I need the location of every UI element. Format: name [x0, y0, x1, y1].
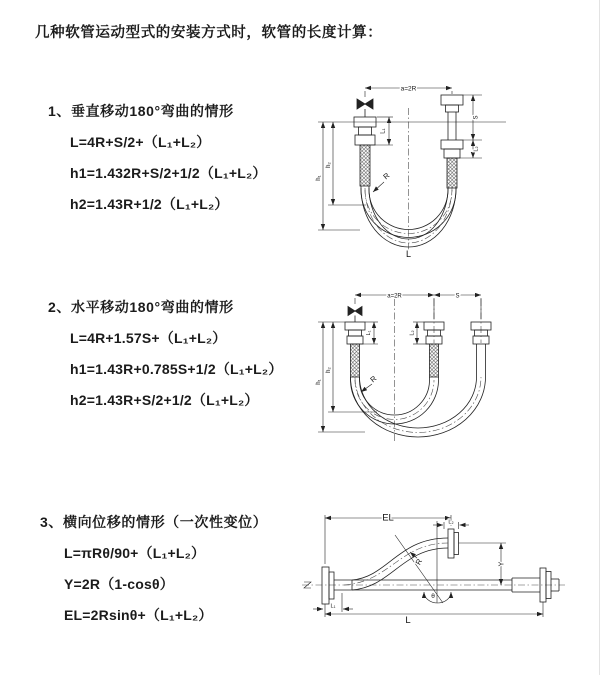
formula-h1: h1=1.432R+S/2+1/2（L₁+L₂）	[70, 165, 267, 181]
dim-label-a2r: a=2R	[387, 293, 402, 300]
formula-y: Y=2R（1-cosθ）	[64, 576, 174, 592]
section-1-heading: 1、垂直移动180°弯曲的情形	[48, 103, 234, 119]
diagram-vertical-180-bend	[310, 70, 570, 260]
angle-construction-line	[395, 535, 443, 603]
formula-length: L=πRθ/90+（L₁+L₂）	[64, 545, 206, 561]
dim-label-h2: h₂	[326, 162, 332, 168]
middle-flange-fitting	[424, 322, 444, 377]
dim-label-s: S	[473, 115, 480, 120]
dim-label-el: EL	[382, 512, 394, 524]
dim-label-s: S	[455, 293, 460, 300]
valve-icon	[348, 307, 362, 323]
dim-label-l: L	[405, 249, 412, 259]
dim-label-r: R	[368, 373, 379, 385]
formula-h2: h2=1.43R+S/2+1/2（L₁+L₂）	[70, 392, 259, 408]
dim-label-l1: L₁	[380, 128, 387, 134]
dim-label-l2: L₂	[473, 146, 480, 152]
dim-label-l2: L₂	[409, 330, 416, 336]
hose-braid-hatch	[447, 158, 457, 188]
dim-label-l1: L₁	[330, 603, 336, 610]
theta-angle-arc	[424, 592, 451, 603]
section-2-heading: 2、水平移动180°弯曲的情形	[48, 299, 234, 315]
dim-label-l1: L₁	[366, 330, 372, 336]
dim-label-h1: h₁	[316, 379, 322, 385]
dim-label-r: R	[413, 557, 425, 567]
right-flange-fitting-lower	[441, 140, 463, 188]
right-flange-fitting	[471, 322, 491, 377]
valve-icon	[357, 99, 373, 117]
dim-label-a2r: a=2R	[400, 85, 417, 93]
formula-h1: h1=1.43R+0.785S+1/2（L₁+L₂）	[70, 361, 283, 377]
dim-label-h1: h₁	[316, 175, 322, 181]
hose-braid-hatch	[430, 344, 439, 377]
dim-label-y: Y	[498, 561, 506, 567]
dim-label-h2: h₂	[326, 367, 332, 373]
left-flange-fitting	[345, 322, 365, 377]
hose-u-bend-position2	[351, 377, 486, 437]
hose-braid-hatch	[351, 344, 360, 377]
formula-h2: h2=1.43R+1/2（L₁+L₂）	[70, 196, 229, 212]
diagram-lateral-displacement	[300, 505, 570, 650]
left-flange-fitting	[354, 117, 376, 186]
section-3-heading: 3、横向位移的情形（一次性变位）	[40, 514, 268, 530]
section-vertical-movement	[48, 100, 267, 224]
section-horizontal-movement	[48, 296, 283, 420]
hose-displaced-curve	[344, 538, 448, 590]
page-title: 几种软管运动型式的安装方式时，软管的长度计算：	[35, 25, 383, 41]
diagram-horizontal-180-bend	[315, 285, 565, 460]
dim-label-theta: θ	[431, 593, 435, 600]
section-lateral-displacement	[40, 511, 267, 635]
left-flange-fitting	[322, 567, 334, 604]
top-right-flange-fitting	[448, 529, 459, 558]
dim-label-l: L	[405, 615, 411, 626]
formula-length: L=4R+S/2+（L₁+L₂）	[70, 134, 211, 150]
dim-label-r: R	[381, 170, 392, 182]
formula-length: L=4R+1.57S+（L₁+L₂）	[70, 330, 227, 346]
dim-label-l2: L₂	[448, 519, 454, 526]
formula-el: EL=2Rsinθ+（L₁+L₂）	[64, 607, 213, 623]
right-flange-fitting-upper	[441, 95, 463, 112]
hose-braid-hatch	[360, 145, 370, 186]
